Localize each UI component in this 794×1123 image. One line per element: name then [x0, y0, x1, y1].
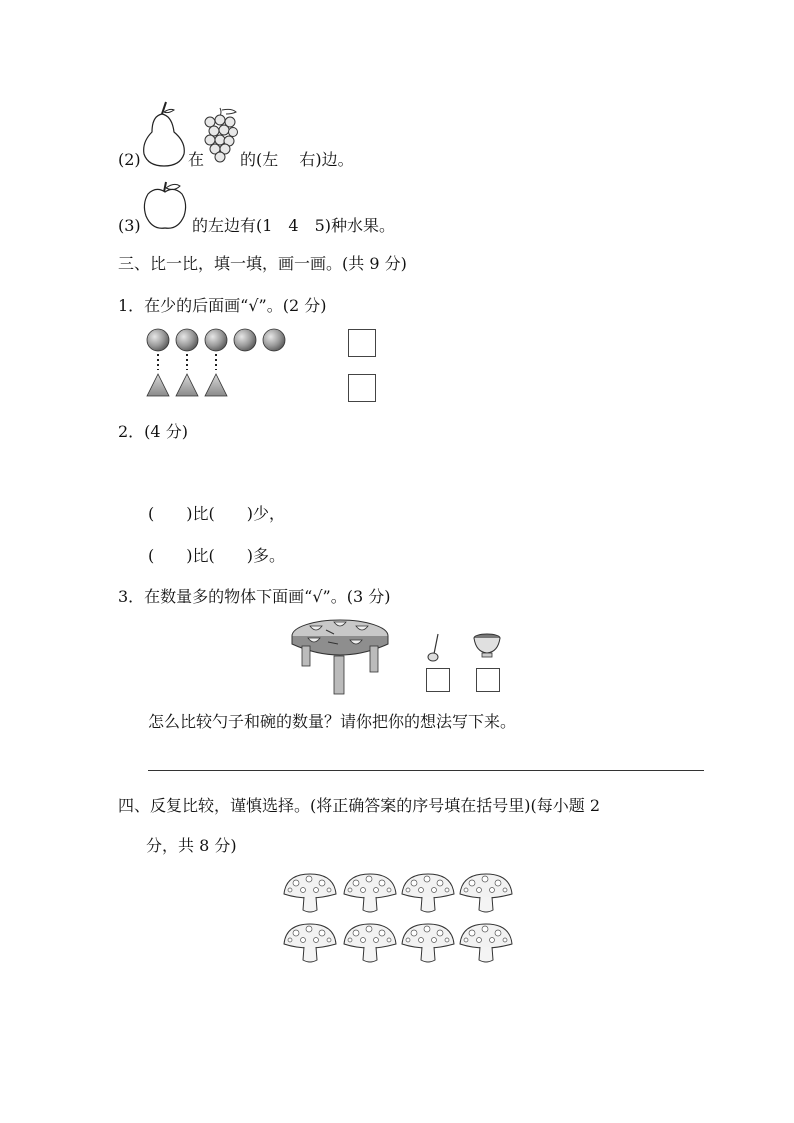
- apple-icon: [142, 180, 190, 232]
- mushroom-icon: [460, 924, 512, 962]
- section4-heading-line2: 分，共 8 分): [146, 836, 237, 855]
- mushroom-icon: [402, 924, 454, 962]
- mushroom-icon: [284, 924, 336, 962]
- ball-icon: [205, 329, 227, 351]
- spoon-icon: [426, 632, 444, 664]
- ball-icon: [176, 329, 198, 351]
- mushroom-icon: [344, 924, 396, 962]
- triangle-icon: [176, 374, 198, 396]
- q2-text-side: 的(左 右)边。: [240, 150, 354, 169]
- mushrooms-figure: [282, 872, 522, 968]
- section4-heading-line1: 四、反复比较，谨慎选择。(将正确答案的序号填在括号里)(每小题 2: [118, 796, 600, 815]
- answer-box-triangles[interactable]: [348, 374, 376, 402]
- pear-icon: [140, 100, 188, 168]
- answer-box-spoon[interactable]: [426, 668, 450, 692]
- mushroom-icon: [460, 874, 512, 912]
- q2-text-in: 在: [188, 150, 205, 169]
- s3q3-label: 3．在数量多的物体下面画“√”。(3 分): [118, 587, 391, 606]
- table-with-bowls-figure: [290, 616, 400, 698]
- s3q3-question: 怎么比较勺子和碗的数量？请你把你的想法写下来。: [148, 712, 517, 731]
- ball-icon: [147, 329, 169, 351]
- s3q2-line2[interactable]: ( )比( )多。: [148, 546, 285, 565]
- grapes-icon: [202, 106, 240, 166]
- q3-text: 的左边有(1 4 5)种水果。: [192, 216, 396, 235]
- mushroom-icon: [402, 874, 454, 912]
- triangle-icon: [205, 374, 227, 396]
- s3q2-label: 2．(4 分): [118, 422, 188, 441]
- q3-number: (3): [118, 216, 141, 235]
- section3-heading: 三、比一比，填一填，画一画。(共 9 分): [118, 254, 407, 273]
- q2-number: (2): [118, 150, 141, 169]
- ball-icon: [234, 329, 256, 351]
- answer-box-balls[interactable]: [348, 329, 376, 357]
- answer-line[interactable]: [148, 770, 704, 771]
- bowl-icon: [472, 632, 502, 660]
- balls-triangles-figure: [146, 328, 296, 400]
- mushroom-icon: [344, 874, 396, 912]
- mushroom-icon: [284, 874, 336, 912]
- answer-box-bowl[interactable]: [476, 668, 500, 692]
- s3q1-label: 1．在少的后面画“√”。(2 分): [118, 296, 327, 315]
- s3q2-line1[interactable]: ( )比( )少，: [148, 504, 285, 523]
- triangle-icon: [147, 374, 169, 396]
- ball-icon: [263, 329, 285, 351]
